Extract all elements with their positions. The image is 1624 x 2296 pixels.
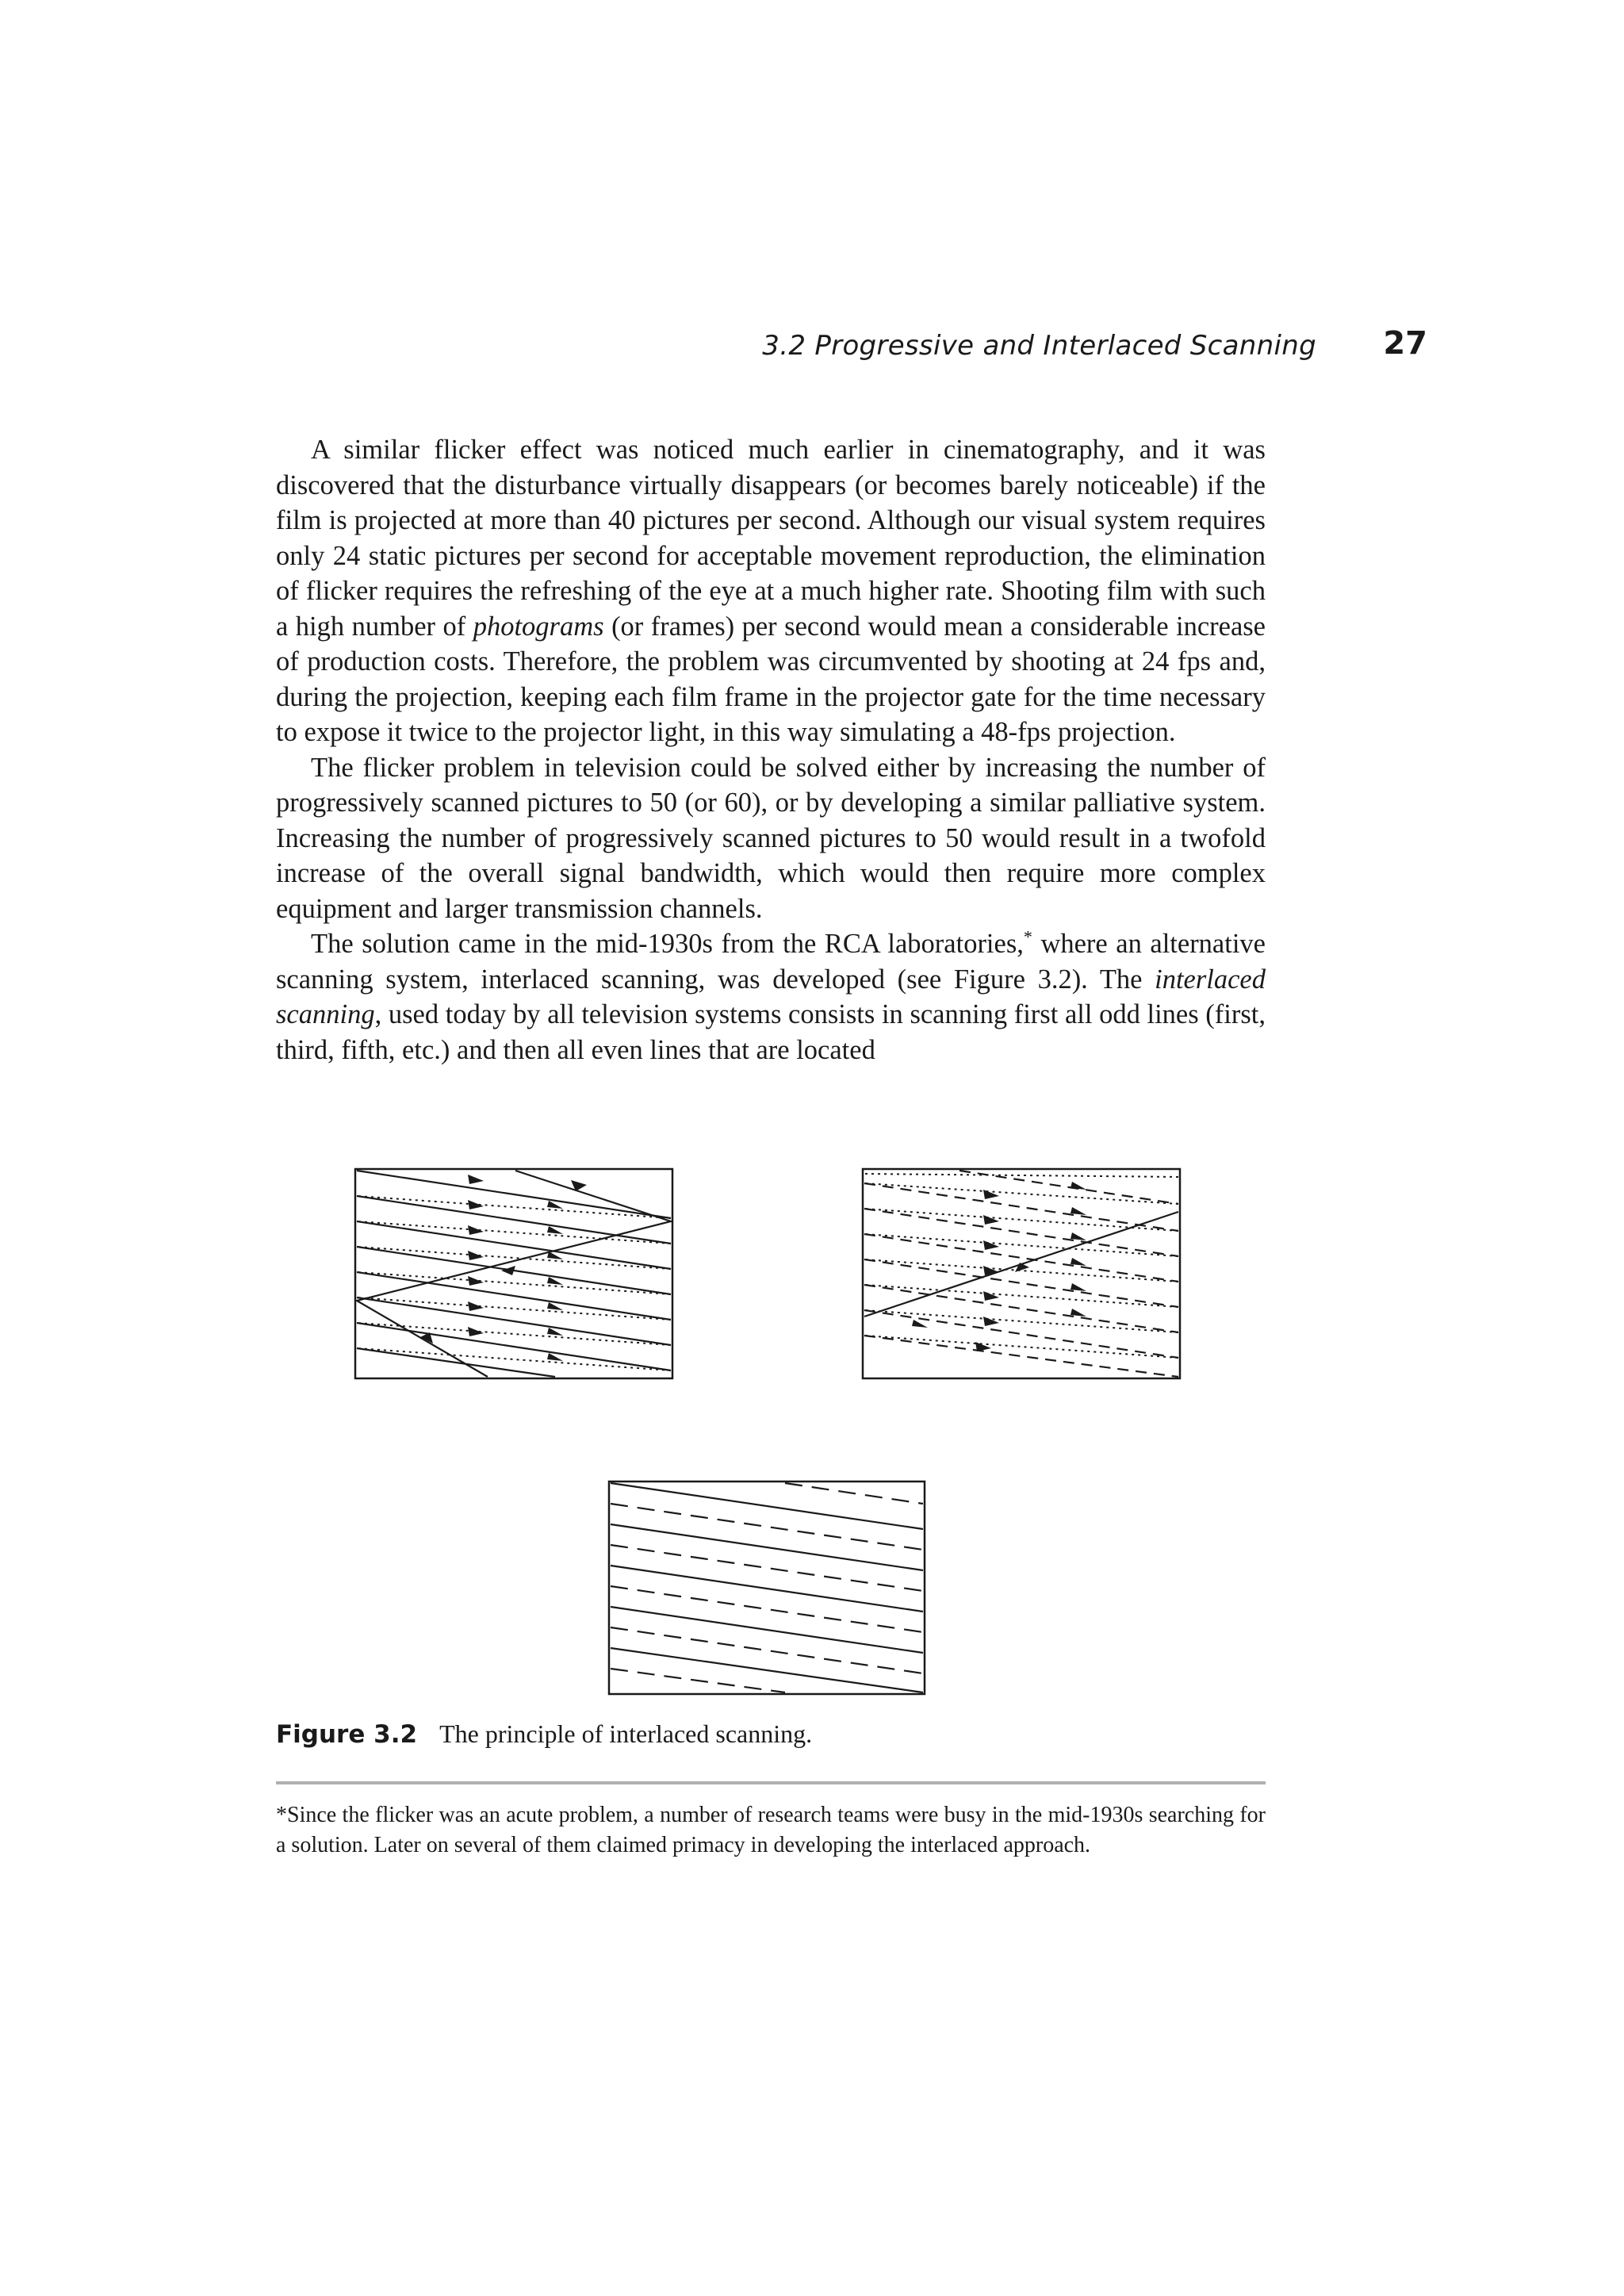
even-field-arrowheads <box>912 1182 1086 1351</box>
paragraph-2: The flicker problem in television could be solved either by increasing the number of progressively scanned pictures to 50 (or 60), or by developing a similar palliative system. Increasing the number of progressively scanned pictures to 50 would result in a twofold increase of the overall signal bandwidth, which would then require more complex equipment and larger transmission channels. <box>276 752 1266 924</box>
page-number: 27 <box>1383 325 1427 362</box>
term-photograms: photograms <box>473 611 604 642</box>
combined-frame-diagram <box>609 1481 925 1694</box>
odd-field-retrace-lines <box>357 1196 671 1370</box>
figure-caption <box>276 1719 1266 1749</box>
footnote: *Since the flicker was an acute problem, a number of research teams were busy in the mid-1930s searching for a solution. Later on several of them claimed primacy in developing the interlaced approach. <box>276 1803 1266 1857</box>
figure-label: Figure 3.2 <box>276 1720 418 1749</box>
footnote-marker: * <box>1023 926 1032 947</box>
even-field-diagram <box>863 1169 1180 1378</box>
odd-field-diagram <box>355 1169 672 1378</box>
even-field-scan-lines <box>864 1171 1178 1377</box>
combined-odd-lines <box>611 1483 923 1692</box>
paragraph-1: A similar flicker effect was noticed much earlier in cinematography, and it was discovered that the disturbance virtually disappears (or becomes barely noticeable) if the film is projected at more than 40 pictures per second. Although our visual system requires only 24 static pictures per second for acceptable movement reproduction, the elimination of flicker requires the refreshing of the eye at a much higher rate. Shooting film with such a high number of photograms (or frames) per second would mean a considerable increase of production costs. Therefore, the problem was circumvented by shooting at 24 fps and, during the projection, keeping each film frame in the projector gate for the time necessary to expose it twice to the projector light, in this way simulating a 48-fps projection. <box>276 435 1266 747</box>
section-title: 3.2 Progressive and Interlaced Scanning <box>762 330 1316 362</box>
footnote-divider <box>276 1781 1266 1784</box>
paragraph-3: The solution came in the mid-1930s from the RCA laboratories,* where an alternative scanning system, interlaced scanning, was developed (see Figure 3.2). The interlaced scanning, used today by all television systems consists in scanning first all odd lines (first, third, fifth, etc.) and then all even lines that are located <box>276 926 1266 1065</box>
odd-field-scan-lines <box>357 1171 671 1377</box>
figure-caption-text: The principle of interlaced scanning. <box>439 1719 813 1748</box>
term-interlaced-scanning: interlaced scanning <box>276 964 1266 1029</box>
